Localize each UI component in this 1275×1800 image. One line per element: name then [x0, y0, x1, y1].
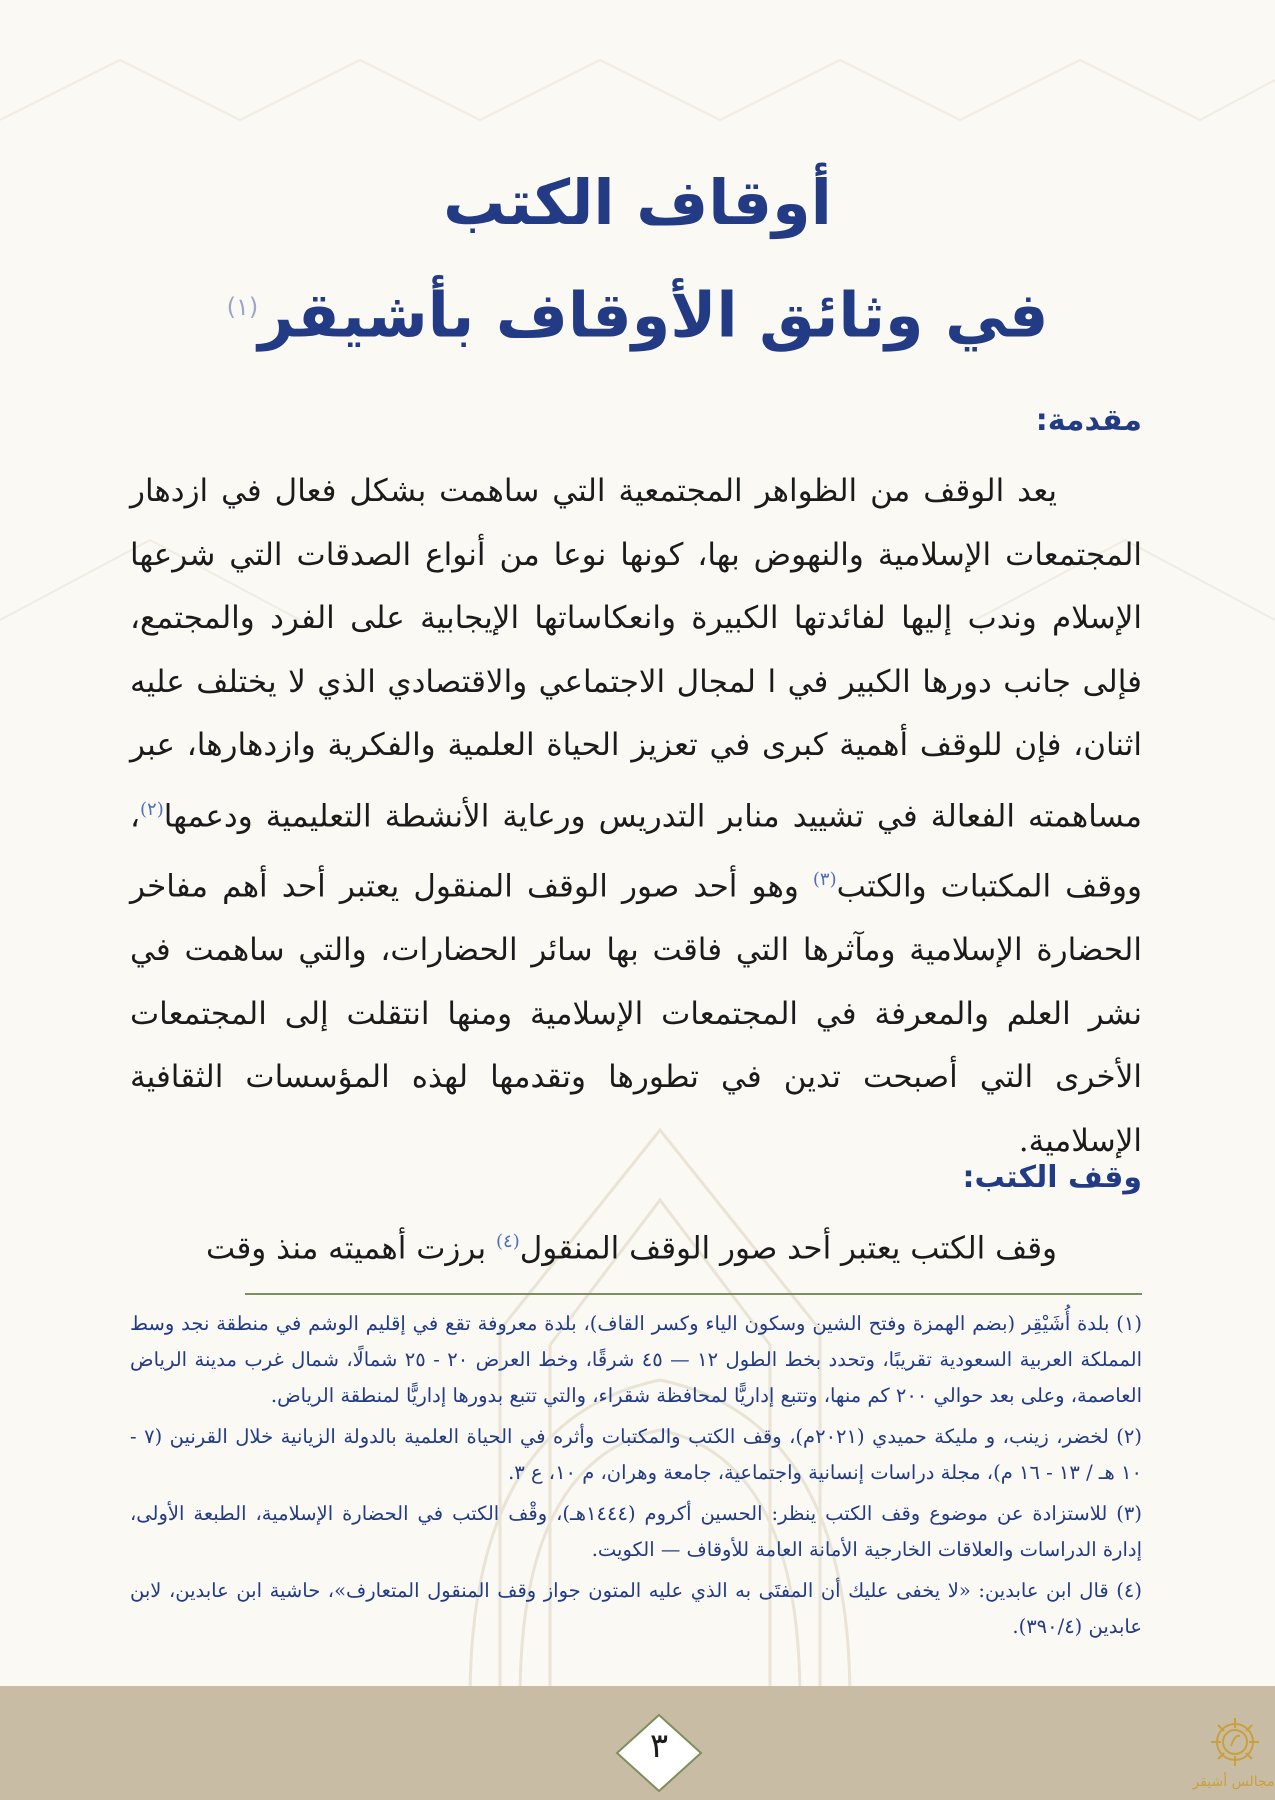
footnotes	[130, 1306, 1142, 1650]
page-title	[130, 150, 1145, 368]
books-heading: وقف الكتب:	[962, 1160, 1142, 1195]
title-line-2: في وثائق الأوقاف بأشيقر	[258, 278, 1049, 352]
footnote-ref-3[interactable]: (٣)	[812, 869, 837, 891]
intro-text-3: وهو أحد صور الوقف المنقول يعتبر أحد أهم مفاخر الحضارة الإسلامية ومآثرها التي فاقت بها سائر الحضارات، والتي ساهمت في نشر العلم والمعرفة في المجتمعات الإسلامية ومنها انتقلت إلى المجتمعات الأخرى التي أصبحت تدين في تطورها وتقدمها لهذه المؤسسات الثقافية الإسلامية.	[130, 868, 1142, 1159]
intro-text-2: ، ووقف المكتبات والكتب	[130, 797, 1142, 905]
logo-text: مجالس أشيقر	[1192, 1774, 1275, 1790]
books-paragraph	[130, 1210, 1142, 1281]
intro-paragraph	[130, 460, 1142, 1173]
footnote-4: (٤) قال ابن عابدين: «لا يخفى عليك أن المفتَى به الذي عليه المتون جواز وقف المنقول المتعارف»، حاشية ابن عابدين، لابن عابدين (٣٩٠/٤).	[130, 1579, 1142, 1638]
footnote-3: (٣) للاستزادة عن موضوع وقف الكتب ينظر: الحسين أكروم (١٤٤٤هـ)، وقْف الكتب في الحضارة الإسلامية، الطبعة الأولى، إدارة الدراسات والعلاقات الخارجية الأمانة العامة للأوقاف — الكويت.	[130, 1502, 1143, 1561]
footnote-2: (٢) لخضر، زينب، و مليكة حميدي (٢٠٢١م)، وقف الكتب والمكتبات وأثره في الحياة العلمية بالدولة الزيانية خلال القرنين (٧ - ١٠ هـ / ١٣ - ١٦ م)، مجلة دراسات إنسانية واجتماعية، جامعة وهران، م ١٠، ع ٣.	[130, 1425, 1142, 1484]
page-number: ٣	[649, 1726, 669, 1766]
footnote-divider	[245, 1293, 1142, 1295]
footnote-ref-4[interactable]: (٤)	[496, 1231, 520, 1252]
intro-heading: مقدمة:	[1035, 403, 1142, 438]
books-text-2: برزت أهميته منذ وقت	[206, 1230, 496, 1267]
books-text-1: وقف الكتب يعتبر أحد صور الوقف المنقول	[519, 1230, 1057, 1267]
footnote-1: (١) بلدة أُشَيْقِر (بضم الهمزة وفتح الشين وسكون الياء وكسر القاف)، بلدة معروفة تقع في إقليم الوشم في منطقة نجد وسط المملكة العربية السعودية تقريبًا، وتحدد بخط الطول ١٢ — ٤٥ شرقًا، وخط العرض ٢٠ - ٢٥ شمالًا، شمال غرب مدينة الرياض العاصمة، وعلى بعد حوالي ٢٠٠ كم منها، وتتبع إداريًّا لمحافظة شقراء، والتي تتبع بدورها إداريًّا لمنطقة الرياض.	[130, 1312, 1142, 1407]
intro-text-1: يعد الوقف من الظواهر المجتمعية التي ساهمت بشكل فعال في ازدهار المجتمعات الإسلامية والنهوض بها، كونها نوعا من أنواع الصدقات التي شرعها الإسلام وندب إليها لفائدتها الكبيرة وانعكاساتها الإيجابية على الفرد والمجتمع، فإلى جانب دورها الكبير في ا لمجال الاجتماعي والاقتصادي الذي لا يختلف عليه اثنان، فإن للوقف أهمية كبرى في تعزيز الحياة العلمية والفكرية وازدهارها، عبر مساهمته الفعالة في تشييد منابر التدريس ورعاية الأنشطة التعليمية ودعمها	[130, 473, 1142, 834]
title-footnote-ref[interactable]: (١)	[226, 293, 259, 321]
title-line-1: أوقاف الكتب	[443, 166, 832, 239]
footnote-ref-2[interactable]: (٢)	[140, 798, 164, 820]
